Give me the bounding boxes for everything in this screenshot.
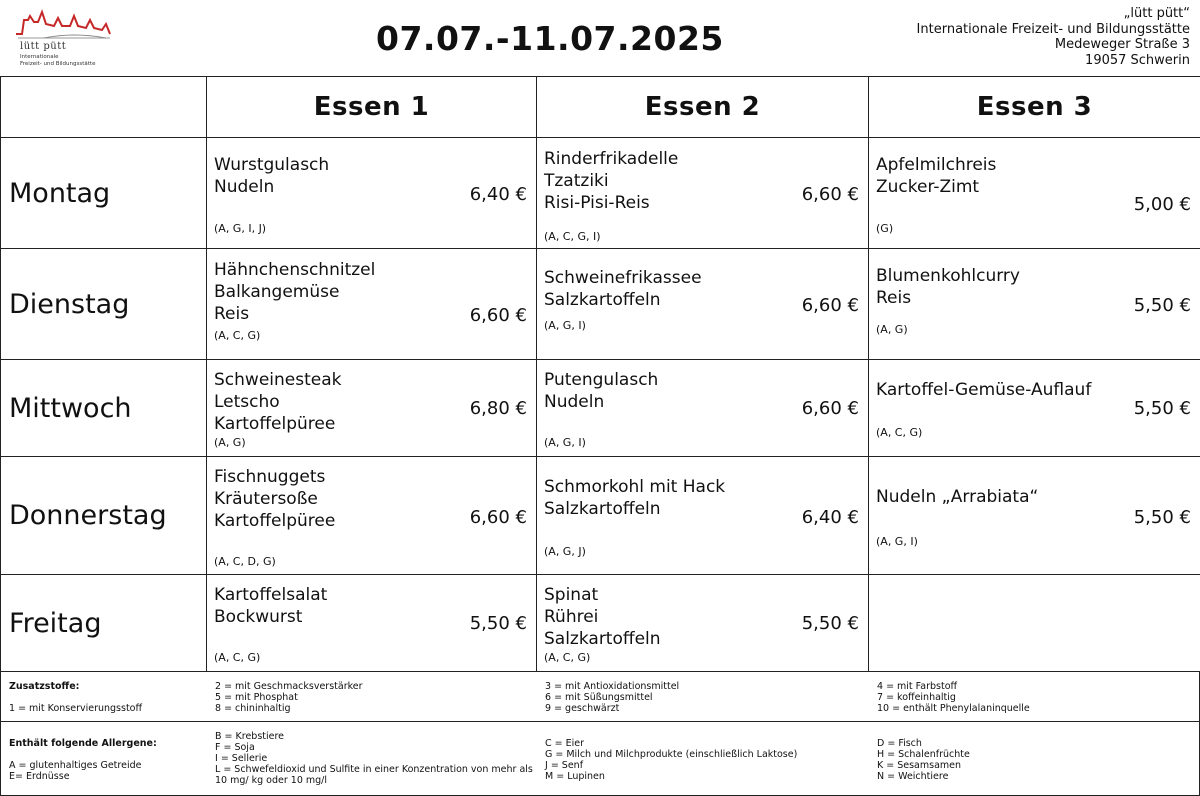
price: 6,60 € — [801, 295, 859, 316]
additive-item: 8 = chininhaltig — [215, 703, 291, 714]
day-label: Mittwoch — [1, 360, 207, 457]
allergen-codes: (A, G) — [876, 323, 908, 336]
allergens-col-3 — [545, 738, 797, 782]
meal-cell — [207, 457, 537, 575]
dish-line: Reis — [214, 304, 250, 324]
dish-name — [876, 154, 996, 198]
meal-cell — [537, 575, 869, 672]
dish-line: Spinat — [544, 585, 599, 605]
dish-line: Putengulasch — [544, 370, 659, 390]
allergens-col-4 — [877, 738, 970, 782]
dish-line: Kartoffelpüree — [214, 511, 336, 531]
allergen-codes: (A, C, D, G) — [214, 555, 276, 568]
meal-cell — [207, 138, 537, 249]
dish-line: Blumenkohlcurry — [876, 266, 1020, 286]
additive-item: 3 = mit Antioxidationsmittel — [545, 681, 680, 692]
dish-line: Apfelmilchreis — [876, 155, 997, 175]
meal-cell — [207, 249, 537, 360]
dish-line: Tzatziki — [544, 171, 609, 191]
dish-name — [214, 369, 341, 435]
address-block — [917, 6, 1190, 68]
dish-line: Nudeln „Arrabiata“ — [876, 487, 1039, 507]
additive-item: 4 = mit Farbstoff — [877, 681, 958, 692]
allergen-codes: (G) — [876, 222, 894, 235]
meal-cell — [869, 360, 1200, 457]
day-label: Dienstag — [1, 249, 207, 360]
day-row-mittwoch — [1, 360, 1200, 457]
column-header-essen-1: Essen 1 — [207, 77, 537, 138]
dish-line: Balkangemüse — [214, 282, 340, 302]
price: 6,60 € — [469, 507, 527, 528]
allergen-item: B = Krebstiere — [215, 731, 285, 742]
dish-line: Reis — [876, 288, 912, 308]
dish-name — [876, 265, 1020, 309]
allergen-item: G = Milch und Milchprodukte (einschließlich Laktose) — [545, 749, 798, 760]
allergen-codes: (A, G) — [214, 436, 246, 449]
allergens-section — [0, 722, 1200, 796]
week-title: 07.07.-11.07.2025 — [376, 19, 724, 58]
additives-col-2 — [215, 681, 363, 714]
dish-line: Zucker-Zimt — [876, 177, 980, 197]
dish-line: Nudeln — [214, 177, 275, 197]
price: 6,60 € — [801, 398, 859, 419]
additive-item: 6 = mit Süßungsmittel — [545, 692, 653, 703]
meal-cell — [869, 457, 1200, 575]
additives-section — [0, 671, 1200, 722]
dish-name — [544, 369, 658, 413]
dish-line: Salzkartoffeln — [544, 499, 661, 519]
allergen-item: D = Fisch — [877, 738, 922, 749]
meal-cell — [537, 457, 869, 575]
dish-line: Schweinesteak — [214, 370, 342, 390]
allergen-item: A = glutenhaltiges Getreide — [9, 760, 142, 771]
day-label: Freitag — [1, 575, 207, 672]
meal-cell — [537, 138, 869, 249]
dish-line: Hähnchenschnitzel — [214, 260, 376, 280]
additives-col-3 — [545, 681, 679, 714]
address-line: 19057 Schwerin — [1085, 52, 1190, 68]
price: 6,80 € — [469, 398, 527, 419]
additive-item: 9 = geschwärzt — [545, 703, 620, 714]
column-header-essen-2: Essen 2 — [537, 77, 869, 138]
day-label: Montag — [1, 138, 207, 249]
allergen-item: 10 mg/ kg oder 10 mg/l — [215, 775, 328, 786]
dish-name — [214, 584, 327, 628]
additive-item: 1 = mit Konservierungsstoff — [9, 703, 143, 714]
dish-name — [214, 259, 375, 325]
allergens-col-2 — [215, 731, 533, 786]
dish-line: Wurstgulasch — [214, 155, 330, 175]
allergen-item: E= Erdnüsse — [9, 771, 70, 782]
price: 5,50 € — [469, 613, 527, 634]
dish-line: Schweinefrikassee — [544, 268, 702, 288]
allergen-item: K = Sesamsamen — [877, 760, 962, 771]
meal-cell — [207, 575, 537, 672]
price: 6,40 € — [801, 507, 859, 528]
additive-item: 2 = mit Geschmacksverstärker — [215, 681, 363, 692]
allergen-codes: (A, G, I) — [876, 535, 918, 548]
allergen-item: I = Sellerie — [215, 753, 268, 764]
allergen-codes: (A, C, G) — [876, 426, 923, 439]
meal-cell — [869, 249, 1200, 360]
dish-line: Rinderfrikadelle — [544, 149, 679, 169]
day-row-donnerstag — [1, 457, 1200, 575]
logo-name: lütt pütt — [20, 41, 67, 52]
dish-line: Fischnuggets — [214, 467, 326, 487]
table-header-row — [1, 77, 1200, 138]
additive-item: 5 = mit Phosphat — [215, 692, 298, 703]
dish-line: Kartoffelsalat — [214, 585, 328, 605]
logo-subtitle: Internationale Freizeit- und Bildungsstätte — [20, 54, 96, 67]
corner-cell — [1, 77, 207, 138]
price: 5,50 € — [1133, 295, 1191, 316]
dish-name — [544, 584, 661, 650]
allergen-item: N = Weichtiere — [877, 771, 949, 782]
address-line: „lütt pütt“ — [1123, 6, 1190, 21]
allergen-codes: (A, G, I, J) — [214, 222, 267, 235]
dish-name — [544, 148, 678, 214]
column-header-essen-3: Essen 3 — [869, 77, 1200, 138]
meal-cell — [869, 138, 1200, 249]
dish-name — [544, 267, 702, 311]
allergen-item: J = Senf — [545, 760, 584, 771]
dish-line: Risi-Pisi-Reis — [544, 193, 650, 213]
price: 5,00 € — [1133, 194, 1191, 215]
price: 5,50 € — [1133, 398, 1191, 419]
allergen-codes: (A, C, G) — [214, 329, 261, 342]
additives-col-4 — [877, 681, 1030, 714]
additives-label: Zusatzstoffe: — [9, 681, 80, 692]
dish-name — [544, 476, 725, 520]
dish-name — [214, 154, 329, 198]
dish-line: Salzkartoffeln — [544, 629, 661, 649]
address-line: Internationale Freizeit- und Bildungsstätte — [916, 21, 1190, 37]
allergen-item: H = Schalenfrüchte — [877, 749, 970, 760]
allergen-codes: (A, C, G) — [214, 651, 261, 664]
header — [0, 0, 1200, 76]
allergens-label: Enthält folgende Allergene: — [9, 738, 157, 749]
meal-cell — [207, 360, 537, 457]
meal-cell — [537, 360, 869, 457]
allergen-item: M = Lupinen — [545, 771, 605, 782]
day-label: Donnerstag — [1, 457, 207, 575]
additive-item: 7 = koffeinhaltig — [877, 692, 956, 703]
dish-line: Salzkartoffeln — [544, 290, 661, 310]
meal-cell — [537, 249, 869, 360]
dish-name — [214, 466, 335, 532]
allergen-codes: (A, G, J) — [544, 545, 586, 558]
day-row-freitag — [1, 575, 1200, 672]
dish-line: Letscho — [214, 392, 280, 412]
additive-item: 10 = enthält Phenylalaninquelle — [877, 703, 1030, 714]
price: 5,50 € — [801, 613, 859, 634]
dish-name — [876, 486, 1038, 508]
allergen-codes: (A, C, G, I) — [544, 230, 601, 243]
menu-table — [0, 76, 1200, 672]
allergen-item: F = Soja — [215, 742, 255, 753]
price: 5,50 € — [1133, 507, 1191, 528]
dish-line: Rührei — [544, 607, 599, 627]
dish-line: Schmorkohl mit Hack — [544, 477, 726, 497]
dish-line: Bockwurst — [214, 607, 303, 627]
allergen-codes: (A, C, G) — [544, 651, 591, 664]
dish-line: Kräutersoße — [214, 489, 318, 509]
dish-line: Nudeln — [544, 392, 605, 412]
allergen-codes: (A, G, I) — [544, 436, 586, 449]
allergen-item: L = Schwefeldioxid und Sulfite in einer Konzentration von mehr als — [215, 764, 533, 775]
allergen-item: C = Eier — [545, 738, 585, 749]
address-line: Medeweger Straße 3 — [1054, 37, 1190, 52]
dish-line: Kartoffel-Gemüse-Auflauf — [876, 380, 1092, 400]
price: 6,60 € — [801, 184, 859, 205]
price: 6,40 € — [469, 184, 527, 205]
luett-puett-logo — [14, 8, 114, 70]
price: 6,60 € — [469, 305, 527, 326]
meal-cell — [869, 575, 1200, 672]
dish-line: Kartoffelpüree — [214, 414, 336, 434]
dish-name — [876, 379, 1091, 401]
day-row-dienstag — [1, 249, 1200, 360]
allergen-codes: (A, G, I) — [544, 319, 586, 332]
day-row-montag — [1, 138, 1200, 249]
